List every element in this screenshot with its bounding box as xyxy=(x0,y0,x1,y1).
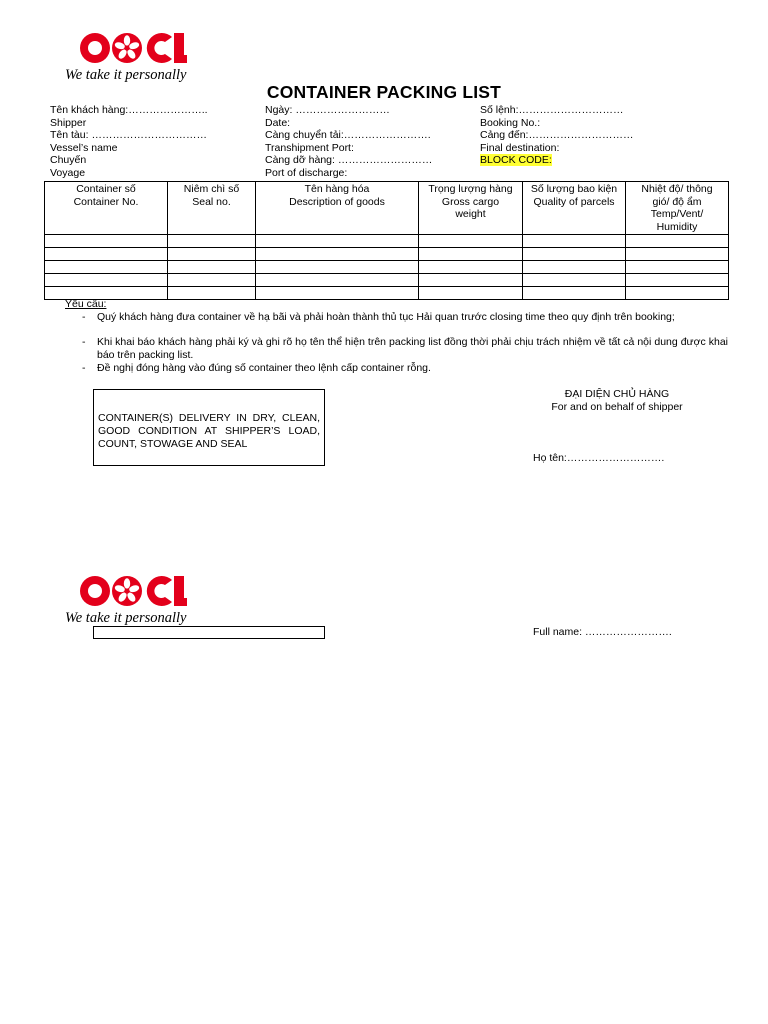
table-cell xyxy=(256,287,419,300)
table-header-row xyxy=(45,182,729,235)
delivery-condition-text: CONTAINER(S) DELIVERY IN DRY, CLEAN, GOOD CONDITION AT SHIPPER’S LOAD, COUNT, STOWAGE AND SEAL xyxy=(98,412,320,450)
field-voyage: Voyage xyxy=(50,167,86,179)
table-cell xyxy=(168,274,256,287)
field-order-no: Số lệnh:………………………… xyxy=(480,104,624,116)
block-code-highlight: BLOCK CODE: xyxy=(480,154,552,166)
table-cell xyxy=(419,274,523,287)
requirement-text: Đề nghị đóng hàng vào đúng số container theo lệnh cấp container rỗng. xyxy=(97,362,431,374)
requirement-item xyxy=(82,311,728,324)
field-vessel-name: Vessel’s name xyxy=(50,142,118,154)
table-cell xyxy=(256,248,419,261)
bullet-dash: - xyxy=(82,362,86,374)
requirement-item xyxy=(82,336,728,361)
table-cell xyxy=(419,287,523,300)
bullet-dash: - xyxy=(82,311,86,323)
bullet-dash: - xyxy=(82,336,86,348)
col-header-description xyxy=(256,182,419,235)
table-cell xyxy=(523,287,626,300)
table-cell xyxy=(523,261,626,274)
table-cell xyxy=(168,235,256,248)
shipper-name-vi: Họ tên:………………………. xyxy=(533,452,665,464)
document-title: CONTAINER PACKING LIST xyxy=(266,82,502,102)
table-cell xyxy=(523,235,626,248)
field-voyage-vi: Chuyến xyxy=(50,154,87,166)
table-cell xyxy=(523,248,626,261)
table-cell xyxy=(45,274,168,287)
col-header-container-no xyxy=(45,182,168,235)
table-row xyxy=(45,261,729,274)
field-transhipment-vi: Càng chuyển tải:……………………. xyxy=(265,129,431,141)
col-header-text: Tên hàng hóa Description of goods xyxy=(289,183,385,208)
field-port-of-discharge: Port of discharge: xyxy=(265,167,348,179)
field-transhipment-port: Transhipment Port: xyxy=(265,142,354,154)
table-row xyxy=(45,235,729,248)
field-vessel-vi: Tên tàu: …………………………… xyxy=(50,129,207,141)
table-cell xyxy=(256,274,419,287)
table-cell xyxy=(168,287,256,300)
delivery-condition-box xyxy=(93,389,325,466)
table-cell xyxy=(45,261,168,274)
table-cell xyxy=(45,248,168,261)
svg-text:We take it personally: We take it personally xyxy=(65,67,187,83)
shipper-full-name: Full name: ……………………. xyxy=(533,626,672,638)
svg-text:We take it personally: We take it personally xyxy=(65,610,187,626)
field-date-vi: Ngày: ……………………… xyxy=(265,104,390,116)
requirement-text: Quý khách hàng đưa container về hạ bãi và phải hoàn thành thủ tục Hải quan trước closing time theo quy định trên booking; xyxy=(97,311,675,323)
field-date: Date: xyxy=(265,117,291,129)
packing-table xyxy=(44,181,729,300)
field-shipper: Shipper xyxy=(50,117,87,129)
field-booking-no: Booking No.: xyxy=(480,117,541,129)
table-cell xyxy=(168,261,256,274)
table-cell xyxy=(626,261,729,274)
requirement-text: Khi khai báo khách hàng phải ký và ghi rõ họ tên thể hiện trên packing list đồng thời phải chịu trách nhiệm về tất cả nội dung được khai báo trên packing list. xyxy=(97,336,728,361)
table-cell xyxy=(419,261,523,274)
table-cell xyxy=(626,235,729,248)
table-cell xyxy=(523,274,626,287)
field-discharge-vi: Càng dỡ hàng: ……………………… xyxy=(265,154,433,166)
table-cell xyxy=(626,248,729,261)
table-cell xyxy=(626,274,729,287)
table-cell xyxy=(256,261,419,274)
shipper-title-en: For and on behalf of shipper xyxy=(551,401,683,413)
field-block-code xyxy=(480,154,552,166)
col-header-text: Container số Container No. xyxy=(73,183,139,208)
field-destination-vi: Cảng đến:………………………… xyxy=(480,129,634,141)
table-cell xyxy=(168,248,256,261)
col-header-temp-vent-humidity xyxy=(626,182,729,235)
table-row xyxy=(45,274,729,287)
field-customer-name: Tên khách hàng:………………….. xyxy=(50,104,208,116)
signature-box xyxy=(93,626,325,639)
field-final-destination: Final destination: xyxy=(480,142,560,154)
shipper-title-vi: ĐẠI DIỆN CHỦ HÀNG xyxy=(564,388,670,400)
col-header-text: Niêm chì số Seal no. xyxy=(183,183,240,208)
oocl-logo xyxy=(64,28,214,84)
requirements-heading: Yêu cầu: xyxy=(65,298,107,310)
requirement-item xyxy=(82,362,728,375)
col-header-text: Nhiệt độ/ thông gió/ độ ẩm Temp/Vent/ Humidity xyxy=(641,183,713,233)
table-cell xyxy=(45,235,168,248)
col-header-gross-weight xyxy=(419,182,523,235)
col-header-text: Số lượng bao kiện Quality of parcels xyxy=(530,183,618,208)
table-cell xyxy=(419,235,523,248)
table-row xyxy=(45,287,729,300)
col-header-text: Trọng lượng hàng Gross cargo weight xyxy=(428,183,513,220)
col-header-parcels xyxy=(523,182,626,235)
table-cell xyxy=(256,235,419,248)
col-header-seal-no xyxy=(168,182,256,235)
table-row xyxy=(45,248,729,261)
table-cell xyxy=(419,248,523,261)
oocl-logo xyxy=(64,571,214,627)
table-cell xyxy=(626,287,729,300)
